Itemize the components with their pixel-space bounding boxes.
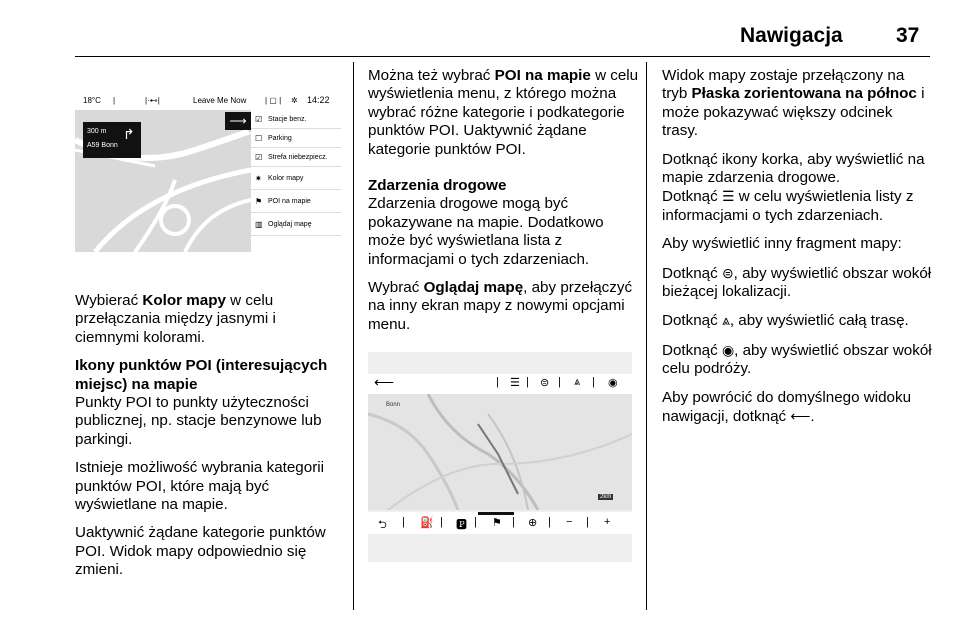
- column-1: Wybierać Kolor mapy w celu przełączania między jasnymi i ciemnymi kolorami. Ikony punktów POI (interesujących miejsc) na mapie Punkty POI to punkty użyteczności publicznej, np. stacje benzynowe lub parkingi. Istnieje możliwość wybrania kategorii punktów POI, które mają być wyświetlane na mapie. Uaktywnić żądane kategorie punktów POI. Widok mapy odpowiednio się zmieni.: [75, 292, 343, 590]
- turn-arrow-icon: ↱: [123, 126, 135, 142]
- gear-icon: ✲: [291, 95, 298, 105]
- fuel-icon[interactable]: ⛽: [420, 517, 434, 529]
- map-view-screenshot: [368, 352, 632, 562]
- temperature: 18°C: [83, 95, 101, 105]
- zoom-out-icon[interactable]: −: [566, 516, 573, 528]
- signal-icon: |·⊷|: [145, 95, 160, 105]
- turn-instruction: 300 m A59 Bonn ↱: [83, 122, 141, 158]
- section-heading: Ikony punktów POI (interesujących miejsc) na mapie: [75, 357, 328, 393]
- back-arrow-icon[interactable]: ⟵: [374, 374, 395, 390]
- map-options-menu: [251, 110, 341, 252]
- page-title: Nawigacja: [740, 24, 843, 47]
- destination-icon[interactable]: ◉: [608, 377, 618, 389]
- menu-item-poi-on-map[interactable]: ⚑ POI na mapie: [251, 190, 341, 213]
- menu-item-danger-zone[interactable]: ☑ Strefa niebezpiecz.: [251, 148, 341, 167]
- menu-item-petrol[interactable]: ☑ Stacje benz.: [251, 110, 341, 129]
- map-icon: ▥: [255, 219, 263, 229]
- back-arrow-icon: ⟵: [790, 408, 811, 425]
- column-divider: [646, 62, 647, 610]
- menu-item-map-color[interactable]: ✷ Kolor mapy: [251, 167, 341, 190]
- route-icon[interactable]: ⩓: [574, 376, 581, 388]
- current-location-icon: ⊜: [721, 264, 734, 281]
- map-menu-screenshot: [75, 90, 341, 252]
- selected-indicator: [478, 512, 514, 515]
- menu-item-view-map[interactable]: ▥ Oglądaj mapę: [251, 213, 341, 236]
- checkbox-icon: ☑: [255, 114, 263, 124]
- list-icon[interactable]: ☰: [510, 377, 520, 389]
- zoom-center-icon[interactable]: ⊕: [528, 517, 538, 529]
- city-label: Bonn: [386, 402, 401, 408]
- map-bottom-toolbar: ⮌ | ⛽ | 🅿 | ⚑ | ⊕ | − | +: [368, 512, 632, 534]
- menu-item-parking[interactable]: ☐ Parking: [251, 129, 341, 148]
- map-toolbar: ⟵ | ☰ | ⊜ | ⩓ | ◉: [368, 374, 632, 394]
- leave-me-now: Leave Me Now: [193, 95, 247, 105]
- recenter-icon[interactable]: ⮌: [378, 519, 387, 531]
- book-icon: | ▢ |: [265, 95, 282, 105]
- page-number: 37: [896, 24, 920, 47]
- clock: 14:22: [307, 95, 330, 105]
- scale-indicator: 2km: [600, 494, 612, 500]
- route-icon: ⩓: [721, 312, 730, 329]
- arrow-icon[interactable]: ⟶: [225, 112, 251, 130]
- poi-filter-icon[interactable]: ⚑: [492, 517, 502, 529]
- current-location-icon[interactable]: ⊜: [540, 377, 550, 389]
- column-3: Widok mapy zostaje przełączony na tryb Płaska zorientowana na północ i może pokazywać większy odcinek trasy. Dotknąć ikony korka, aby wyświetlić na mapie zdarzenia drogowe. Dotknąć ☰ w celu wyświetlenia listy z informacjami o tych zdarzeniach. Aby wyświetlić inny fragment mapy: Dotknąć ⊜, aby wyświetlić obszar wokół bieżącej lokalizacji. Dotknąć ⩓, aby wyświetlić całą trasę. Dotknąć ◉, aby wyświetlić obszar wokół celu podróży. Aby powrócić do domyślnego widoku nawigacji, dotknąć ⟵.: [662, 67, 932, 426]
- zoom-in-icon[interactable]: +: [604, 516, 611, 528]
- list-icon: ☰: [721, 188, 735, 205]
- checkbox-icon: ☐: [255, 133, 263, 143]
- status-bar: 18°C | |·⊷| Leave Me Now | ▢ | ✲ 14:22: [75, 90, 341, 111]
- checkbox-icon: ☑: [255, 152, 263, 162]
- sun-icon: ✷: [255, 173, 262, 183]
- column-divider: [353, 62, 354, 610]
- poi-icon: ⚑: [255, 196, 263, 206]
- column-2: Można też wybrać POI na mapie w celu wyświetlenia menu, z którego można wybrać różne kategorie i podkategorie punktów POI. Uaktywnić żądane kategorie punktów POI. Zdarzenia drogowe Zdarzenia drogowe mogą być pokazywane na mapie. Dodatkowo może być wyświetlana lista z informacjami o tych zdarzeniach. Wybrać Oglądaj mapę, aby przełączyć na inny ekran mapy z nowymi opcjami menu.: [368, 67, 639, 333]
- section-heading: Zdarzenia drogowe: [368, 177, 507, 195]
- header-rule: [75, 56, 930, 57]
- parking-icon[interactable]: 🅿: [456, 519, 467, 531]
- destination-icon: ◉: [721, 341, 735, 358]
- map-area[interactable]: [368, 394, 632, 510]
- map-roads: [368, 394, 632, 510]
